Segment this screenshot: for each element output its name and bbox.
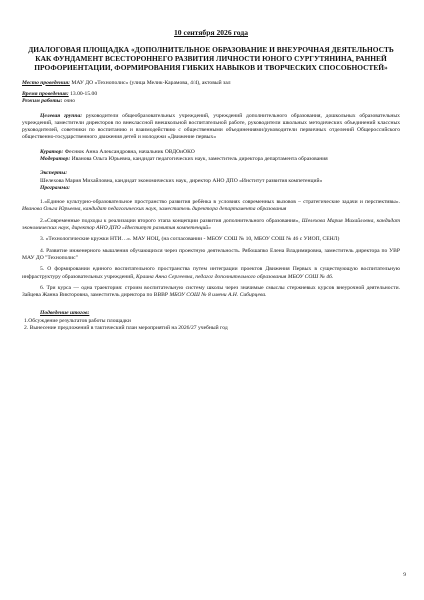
time-value: 13.00-15.00: [70, 90, 98, 97]
date-heading: 10 сентября 2026 года: [173, 28, 249, 37]
program-item: 5. О формировании единого воспитательного пространства путем интеграции проектов Движения Первых в существующую воспитательную инфраструктуру образовательных учреждений, Краина Анна Сергеевна, педагог дополнительного образования МБОУ СОШ № 46.: [22, 266, 400, 280]
venue-label: Место проведения:: [22, 79, 70, 86]
mode-label: Режим работы:: [22, 98, 63, 105]
audience-value: руководители общеобразовательных учреждений, учреждений дополнительного образования, дошкольных образовательных учреждений, заместители директоров по внеклассной внешкольной воспитательной работе, руководители школьных методических объединений классных руководителей, советники по воспитанию и взаимодействию с общественными объединениями/руководители первичных отделений Общероссийского общественно-государственного движения детей и молодежи «Движение первых»: [22, 112, 400, 141]
curator-label: Куратор:: [40, 148, 64, 155]
time-label: Время проведения:: [22, 90, 69, 97]
program-item-speaker: Иванова Ольга Юрьевна, кандидат педагогических наук, заместитель директора департамента образования: [22, 206, 287, 213]
results-label: Подведение итогов:: [40, 310, 90, 317]
audience-paragraph: [22, 113, 400, 142]
program-item: 6. Три курса — одна траектория: строим воспитательную систему школы через значимые смыслы стержневых курсов внеурочной деятельности. Зайцева Жанна Викторовна, заместитель директора по ВВВР МБОУ СОШ № 8 имени А.Н. Сибирцева.: [22, 284, 400, 299]
results-item: 2. Вынесение предложений в тактический план мероприятий на 2026/27 учебный год: [24, 325, 228, 332]
program-item-speaker: Краина Анна Сергеевна, педагог дополнительного образования МБОУ СОШ № 46.: [136, 273, 334, 280]
moderator-line: [22, 156, 400, 163]
experts-value-line: [22, 178, 400, 185]
curator-value: Феснюк Анна Александровна, начальник ОВДОиОКО: [64, 148, 195, 155]
program-label: Программа:: [40, 184, 70, 191]
mode-value: очно: [63, 98, 76, 105]
page-number: 9: [403, 572, 406, 578]
moderator-value: Иванова Ольга Юрьевна, кандидат педагогических наук, заместитель директора департамента образования: [71, 155, 328, 162]
experts-label-line: [22, 170, 400, 177]
results-label-line: [22, 310, 400, 317]
venue-value: МАУ ДО «Технополис» (улица Мелик-Карамова, 4/4), актовый зал: [71, 79, 231, 86]
time-line: [22, 91, 400, 98]
program-item: 4. Развитие инженерного мышления обучающихся через проектную деятельность. Рябошапко Елена Владимировна, заместитель директора по УВР МАУ ДО "Технополис": [22, 247, 400, 261]
program-item: 1.«Единое культурно-образовательное пространство развития ребёнка в условиях современных вызовов – стратегические задачи и перспективы». Иванова Ольга Юрьевна, кандидат педагогических наук, заместитель директора департамента образования: [22, 199, 400, 213]
program-item: 3. «Технологические кружки НТИ…». МАУ НОЦ, (на согласовании - МБОУ СОШ № 10, МБОУ СОШ № 46 с УИОП, СЕНЛ): [40, 236, 340, 243]
program-item-speaker: МБОУ СОШ № 8 имени А.Н. Сибирцева.: [169, 292, 267, 299]
moderator-label: Модератор:: [40, 155, 71, 162]
program-item-speaker: Шелехова Мария Михайловна, кандидат экономических наук, директор АНО ДПО «Институт развития компетенций»: [22, 217, 401, 232]
program-label-line: [22, 185, 400, 192]
experts-value: Шелехова Мария Михайловна, кандидат экономических наук, директор АНО ДПО «Институт развития компетенций»: [40, 177, 323, 184]
page-title: ДИАЛОГОВАЯ ПЛОЩАДКА «ДОПОЛНИТЕЛЬНОЕ ОБРАЗОВАНИЕ И ВНЕУРОЧНАЯ ДЕЯТЕЛЬНОСТЬ КАК ФУНДАМЕНТ ВСЕСТОРОННЕГО РАЗВИТИЯ ЛИЧНОСТИ ЮНОГО СУРГУТЯНИНА, РАННЕЙ ПРОФОРИЕНТАЦИИ, ФОРМИРОВАНИЯ ГИБКИХ НАВЫКОВ И ТВОРЧЕСКИХ СПОСОБНОСТЕЙ»: [28, 45, 394, 73]
audience-label: Целевая группа:: [40, 112, 83, 119]
results-list: [22, 318, 400, 333]
experts-label: Эксперты:: [40, 170, 68, 177]
results-item: 1.Обсуждение результатов работы площадки: [24, 317, 131, 324]
program-item: 2.«Современные подходы к реализации второго этапа концепции развития дополнительного образования», Шелехова Мария Михайловна, кандидат экономических наук, директор АНО ДПО «Институт развития компетенций»: [22, 217, 401, 232]
mode-line: [22, 98, 400, 105]
curator-line: [22, 149, 400, 156]
venue-line: [22, 80, 400, 87]
